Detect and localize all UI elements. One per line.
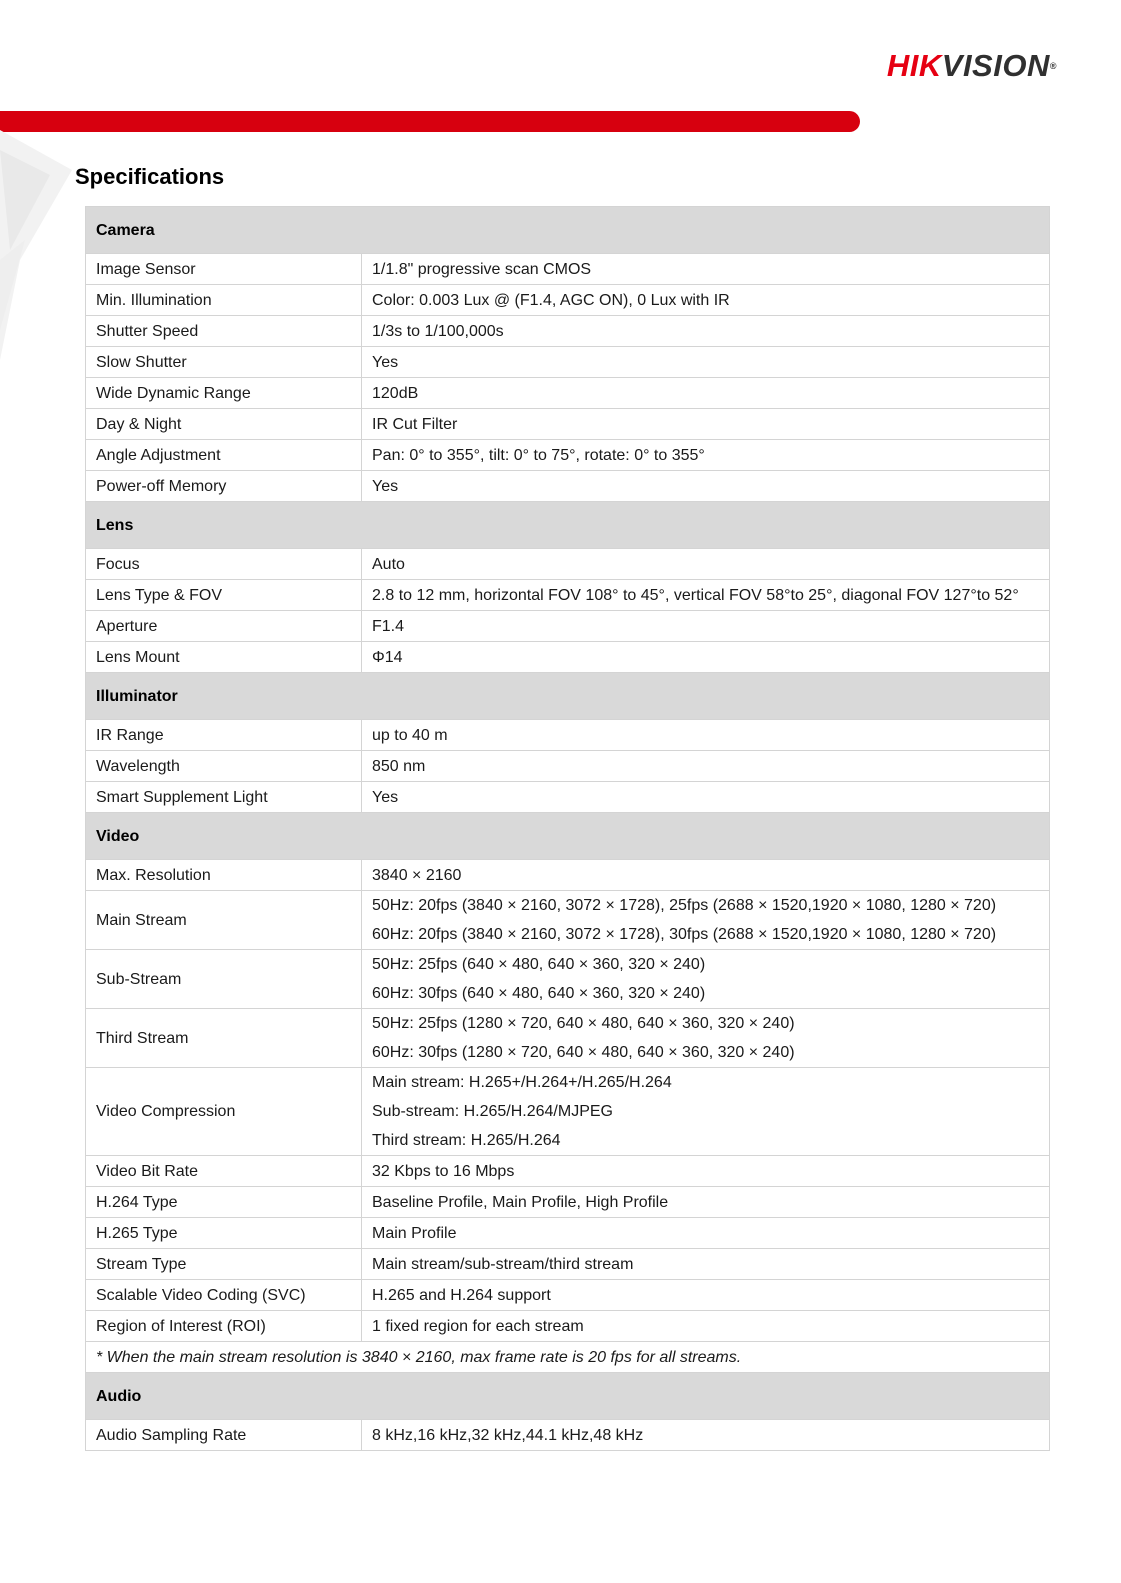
spec-value	[362, 860, 1050, 891]
spec-value	[362, 1420, 1050, 1451]
table-row	[86, 1280, 1050, 1311]
spec-label: IR Range	[86, 720, 362, 751]
spec-label: Video Bit Rate	[86, 1156, 362, 1187]
spec-value	[362, 751, 1050, 782]
spec-label: Min. Illumination	[86, 285, 362, 316]
spec-value-line: 32 Kbps to 16 Mbps	[372, 1162, 515, 1180]
table-row	[86, 347, 1050, 378]
brand-logo	[887, 48, 1057, 84]
table-row	[86, 254, 1050, 285]
spec-value-line: 1 fixed region for each stream	[372, 1317, 584, 1335]
spec-value-line: 50Hz: 25fps (640 × 480, 640 × 360, 320 × 240)	[372, 956, 706, 973]
spec-value-line: 8 kHz,16 kHz,32 kHz,44.1 kHz,48 kHz	[372, 1426, 644, 1444]
spec-label: Audio Sampling Rate	[86, 1420, 362, 1451]
spec-value	[362, 254, 1050, 285]
spec-value-line: Yes	[372, 477, 399, 495]
section-header: Camera	[86, 207, 1050, 254]
spec-label: Video Compression	[86, 1068, 362, 1156]
spec-value-line: H.265 and H.264 support	[372, 1286, 551, 1304]
spec-label: Image Sensor	[86, 254, 362, 285]
table-row	[86, 316, 1050, 347]
spec-value	[362, 440, 1050, 471]
spec-value	[362, 1311, 1050, 1342]
spec-value-line: 120dB	[372, 384, 419, 402]
spec-value	[362, 347, 1050, 378]
spec-label: Third Stream	[86, 1009, 362, 1068]
table-row	[86, 1311, 1050, 1342]
spec-value	[362, 891, 1050, 950]
table-row	[86, 409, 1050, 440]
spec-value-line: 60Hz: 20fps (3840 × 2160, 3072 × 1728), 30fps (2688 × 1520,1920 × 1080, 1280 × 720)	[372, 926, 997, 943]
spec-value-line: Φ14	[372, 648, 403, 666]
spec-value-line: 60Hz: 30fps (640 × 480, 640 × 360, 320 × 240)	[372, 985, 706, 1002]
spec-label: Lens Mount	[86, 642, 362, 673]
spec-label: Shutter Speed	[86, 316, 362, 347]
spec-label: Wide Dynamic Range	[86, 378, 362, 409]
spec-value-line: Sub-stream: H.265/H.264/MJPEG	[372, 1103, 613, 1120]
spec-value	[362, 285, 1050, 316]
spec-value	[362, 471, 1050, 502]
table-row	[86, 1249, 1050, 1280]
table-row	[86, 1009, 1050, 1068]
spec-label: Lens Type & FOV	[86, 580, 362, 611]
section-header-row	[86, 207, 1050, 254]
spec-value-line: 1/1.8" progressive scan CMOS	[372, 260, 592, 278]
spec-label: Sub-Stream	[86, 950, 362, 1009]
table-row	[86, 549, 1050, 580]
spec-value-line: 850 nm	[372, 757, 426, 775]
spec-label: Day & Night	[86, 409, 362, 440]
spec-value	[362, 378, 1050, 409]
table-row	[86, 860, 1050, 891]
table-row	[86, 950, 1050, 1009]
spec-value	[362, 642, 1050, 673]
spec-value-line: Main Profile	[372, 1224, 457, 1242]
table-row	[86, 1156, 1050, 1187]
footnote-row	[86, 1342, 1050, 1373]
table-row	[86, 891, 1050, 950]
spec-value-line: 2.8 to 12 mm, horizontal FOV 108° to 45°, vertical FOV 58°to 25°, diagonal FOV 127°to 52°	[372, 586, 1019, 604]
section-header-row	[86, 673, 1050, 720]
spec-label: Power-off Memory	[86, 471, 362, 502]
spec-label: Aperture	[86, 611, 362, 642]
brand-logo-mark: ®	[1049, 61, 1057, 71]
section-header: Illuminator	[86, 673, 1050, 720]
spec-label: Smart Supplement Light	[86, 782, 362, 813]
spec-value	[362, 1156, 1050, 1187]
table-row	[86, 782, 1050, 813]
spec-value-line: 3840 × 2160	[372, 866, 462, 884]
spec-value	[362, 580, 1050, 611]
spec-label: Scalable Video Coding (SVC)	[86, 1280, 362, 1311]
spec-value-line: Yes	[372, 788, 399, 806]
spec-value-line: Auto	[372, 555, 405, 573]
spec-label: H.265 Type	[86, 1218, 362, 1249]
spec-label: Region of Interest (ROI)	[86, 1311, 362, 1342]
spec-value	[362, 720, 1050, 751]
spec-value-line: Yes	[372, 353, 399, 371]
spec-value	[362, 950, 1050, 1009]
spec-value	[362, 1280, 1050, 1311]
spec-value-line: Third stream: H.265/H.264	[372, 1132, 561, 1149]
spec-value	[362, 549, 1050, 580]
spec-value-line: IR Cut Filter	[372, 415, 458, 433]
table-row	[86, 285, 1050, 316]
spec-value	[362, 611, 1050, 642]
table-row	[86, 611, 1050, 642]
spec-value-line: Baseline Profile, Main Profile, High Profile	[372, 1193, 669, 1211]
spec-value-line: 1/3s to 1/100,000s	[372, 322, 504, 340]
section-header-row	[86, 502, 1050, 549]
spec-value	[362, 1249, 1050, 1280]
spec-label: Wavelength	[86, 751, 362, 782]
spec-value-line: up to 40 m	[372, 726, 448, 744]
spec-value	[362, 1187, 1050, 1218]
spec-value-line: Main stream: H.265+/H.264+/H.265/H.264	[372, 1074, 672, 1091]
spec-label: Main Stream	[86, 891, 362, 950]
spec-value	[362, 1068, 1050, 1156]
brand-logo-part1: HIK	[886, 48, 942, 83]
table-row	[86, 440, 1050, 471]
spec-value	[362, 1009, 1050, 1068]
table-row	[86, 751, 1050, 782]
table-row	[86, 1218, 1050, 1249]
footnote-text: * When the main stream resolution is 3840 × 2160, max frame rate is 20 fps for all streams.	[86, 1342, 1050, 1373]
spec-value-line: 50Hz: 25fps (1280 × 720, 640 × 480, 640 × 360, 320 × 240)	[372, 1015, 795, 1032]
table-row	[86, 1420, 1050, 1451]
spec-value	[362, 409, 1050, 440]
spec-value	[362, 1218, 1050, 1249]
specifications-table	[85, 206, 1050, 1451]
spec-value-line: Pan: 0° to 355°, tilt: 0° to 75°, rotate: 0° to 355°	[372, 446, 705, 464]
section-header: Audio	[86, 1373, 1050, 1420]
table-row	[86, 642, 1050, 673]
spec-value-line: Color: 0.003 Lux @ (F1.4, AGC ON), 0 Lux with IR	[372, 291, 730, 309]
spec-label: Max. Resolution	[86, 860, 362, 891]
spec-label: H.264 Type	[86, 1187, 362, 1218]
table-row	[86, 378, 1050, 409]
spec-value	[362, 316, 1050, 347]
spec-value-line: 60Hz: 30fps (1280 × 720, 640 × 480, 640 × 360, 320 × 240)	[372, 1044, 795, 1061]
spec-label: Angle Adjustment	[86, 440, 362, 471]
spec-value	[362, 782, 1050, 813]
section-header: Lens	[86, 502, 1050, 549]
header-red-bar	[0, 111, 860, 132]
brand-logo-part2: VISION	[941, 48, 1050, 83]
table-row	[86, 1068, 1050, 1156]
page-title: Specifications	[75, 164, 225, 189]
spec-label: Focus	[86, 549, 362, 580]
spec-label: Stream Type	[86, 1249, 362, 1280]
section-header-row	[86, 813, 1050, 860]
table-row	[86, 580, 1050, 611]
section-header-row	[86, 1373, 1050, 1420]
table-row	[86, 1187, 1050, 1218]
table-row	[86, 720, 1050, 751]
table-row	[86, 471, 1050, 502]
spec-value-line: Main stream/sub-stream/third stream	[372, 1255, 634, 1273]
spec-value-line: F1.4	[372, 617, 405, 635]
decorative-star-watermark	[0, 130, 80, 360]
spec-value-line: 50Hz: 20fps (3840 × 2160, 3072 × 1728), 25fps (2688 × 1520,1920 × 1080, 1280 × 720)	[372, 897, 997, 914]
spec-label: Slow Shutter	[86, 347, 362, 378]
section-header: Video	[86, 813, 1050, 860]
